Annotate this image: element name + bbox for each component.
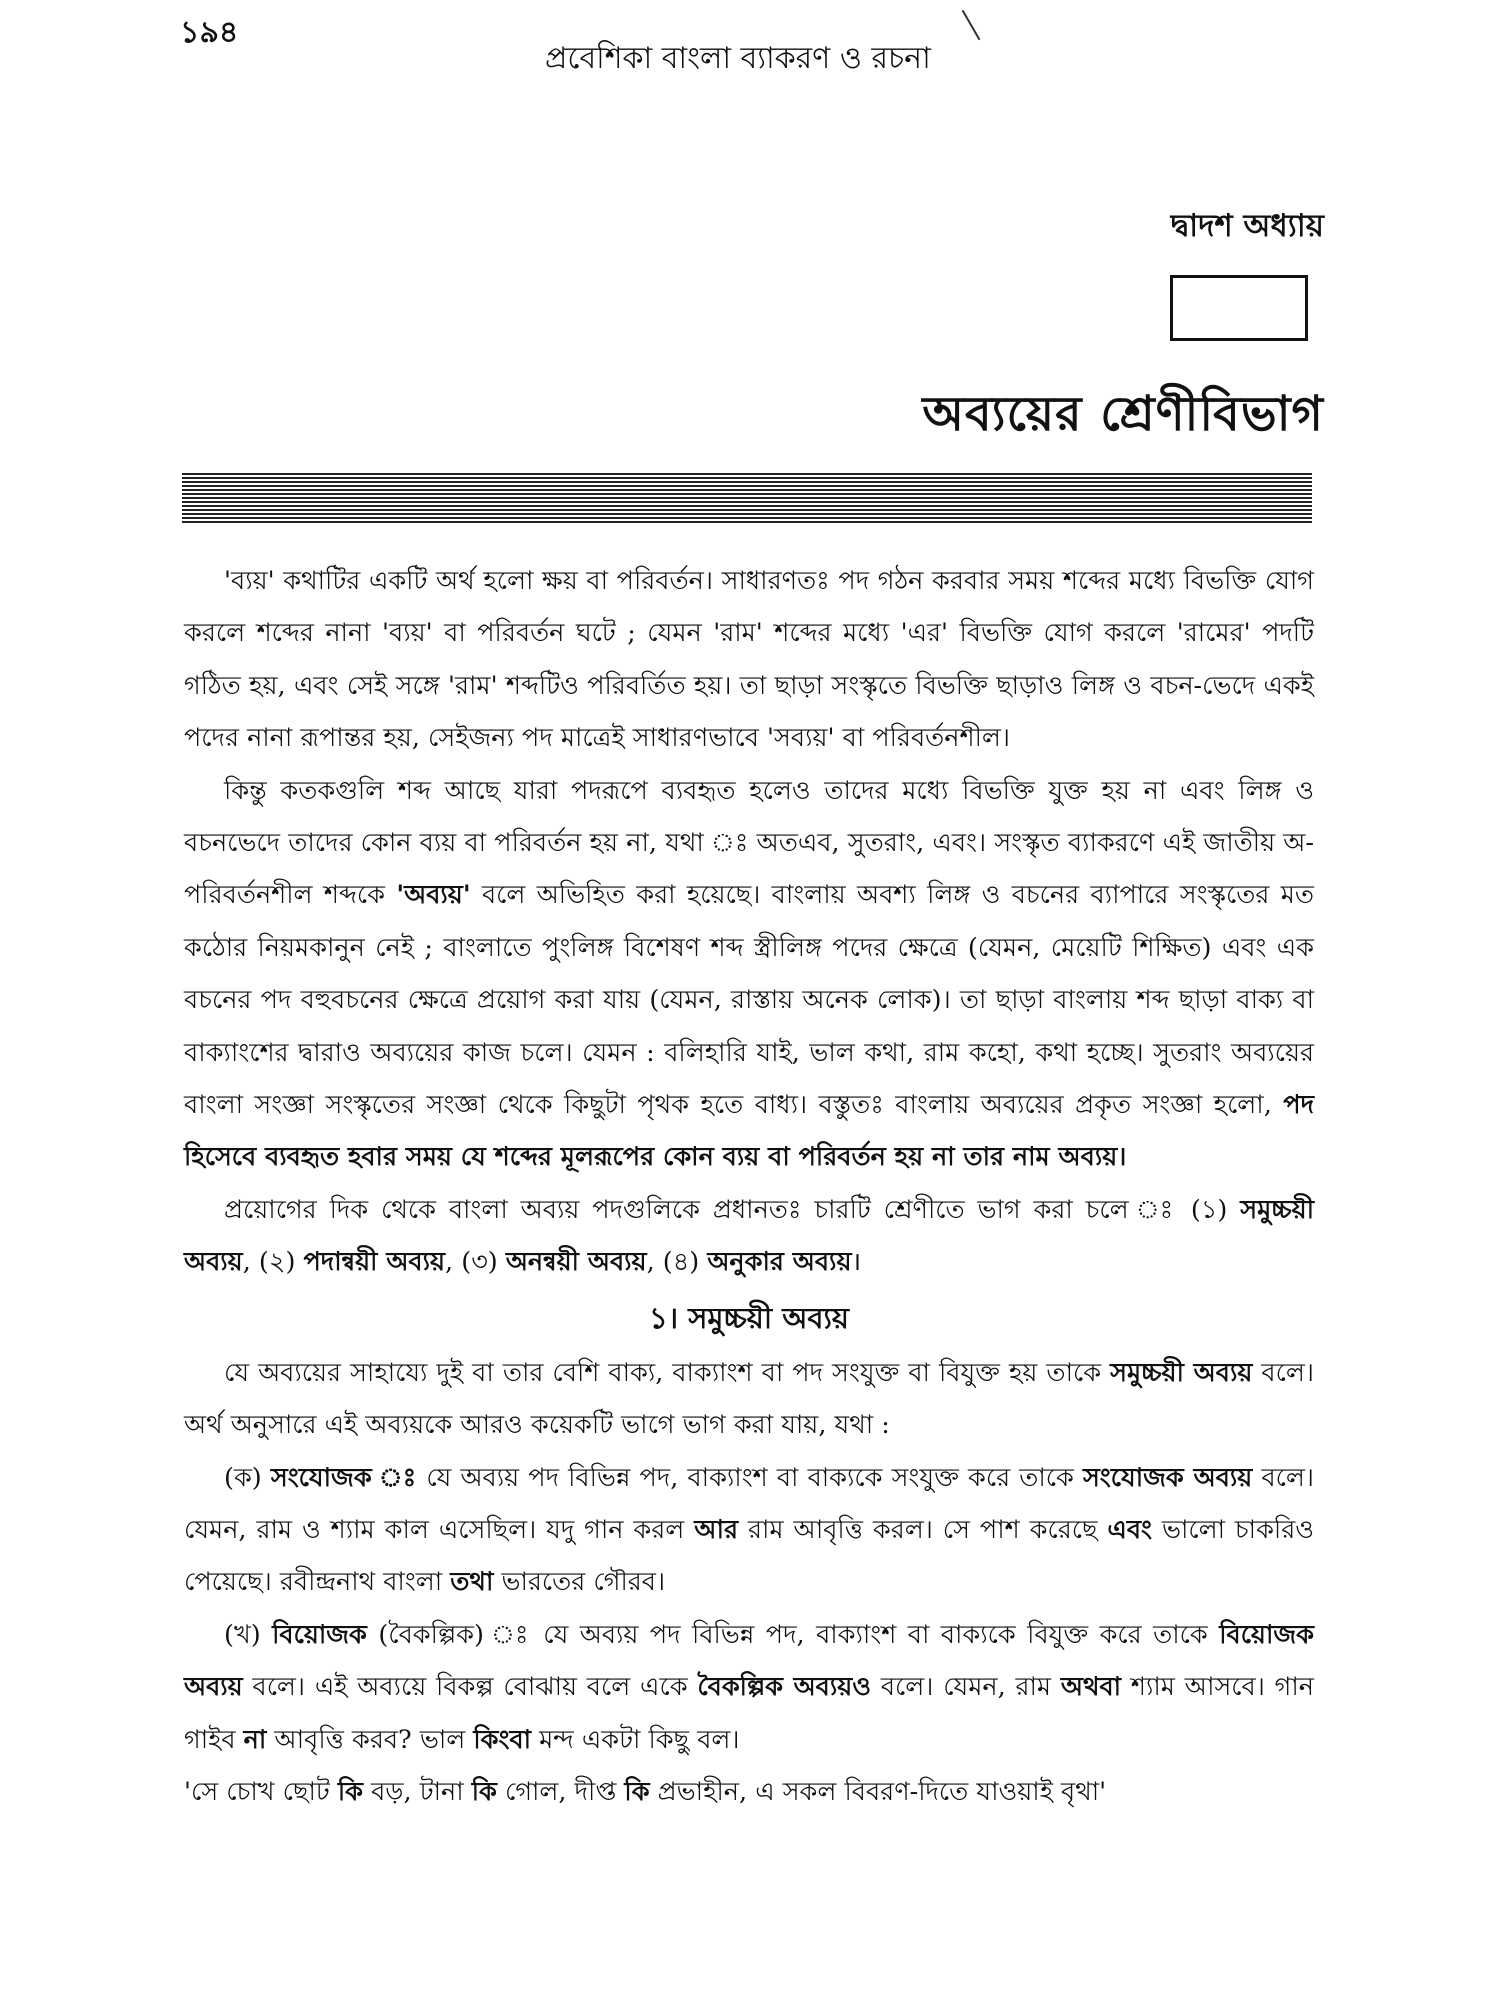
paragraph-3 (184, 1184, 1314, 1289)
p6-bold-heading: বিয়োজক (272, 1619, 367, 1650)
running-header: প্রবেশিকা বাংলা ব্যাকরণ ও রচনা (545, 41, 931, 76)
p7-bold-ki-2: কি (471, 1776, 497, 1807)
p5-text-4: ভালো চাকরিও পেয়েছে। রবীন্দ্রনাথ বাংলা (184, 1514, 1315, 1598)
p6-bold-othoba: অথবা (1060, 1672, 1122, 1703)
p3-sep-2: , (৩) (445, 1247, 506, 1278)
p5-bold-ar: আর (694, 1514, 739, 1545)
p5-bold-totha: তথা (450, 1567, 494, 1598)
p4-text: যে অব্যয়ের সাহায্যে দুই বা তার বেশি বাক্য, বাক্যাংশ বা পদ সংযুক্ত বা বিযুক্ত হয় তাকে (224, 1357, 1111, 1388)
p6-text-5: আবৃত্তি করব? ভাল (266, 1724, 474, 1755)
p4-text-cont: বলে। অর্থ অনুসারে এই অব্যয়কে আরও কয়েকটি ভাগে ভাগ করা যায়, যথা : (184, 1357, 1314, 1441)
p7-bold-ki-3: কি (624, 1776, 650, 1807)
p5-text-3: রাম আবৃত্তি করল। সে পাশ করেছে (738, 1514, 1108, 1545)
paragraph-6 (184, 1609, 1314, 1766)
decorative-hatch-bar (182, 473, 1312, 525)
p3-term-4: অনুকার অব্যয় (707, 1247, 852, 1278)
p5-text-2: বলে। যেমন, রাম ও শ্যাম কাল এসেছিল। যদু গান করল (184, 1462, 1314, 1545)
p2-bold-term: 'অব্যয়' (396, 880, 471, 911)
p3-sep-1: , (২) (242, 1247, 304, 1278)
p3-text: প্রয়োগের দিক থেকে বাংলা অব্যয় পদগুলিকে প্রধানতঃ চারটি শ্রেণীতে ভাগ করা চলে ঃ (১) (224, 1194, 1241, 1225)
p6-bold-term-2: বৈকল্পিক অব্যয়ও (697, 1672, 872, 1703)
p3-term-1: সমুচ্চয়ী অব্যয় (184, 1194, 1314, 1278)
p2-text-cont: বলে অভিহিত করা হয়েছে। বাংলায় অবশ্য লিঙ্গ ও বচনের ব্যাপারে সংস্কৃতের মত কঠোর নিয়মকানুন নেই ; বাংলাতে পুংলিঙ্গ বিশেষণ শব্দ স্ত্রীলিঙ্গ পদের ক্ষেত্রে (যেমন, মেয়েটি শিক্ষিত) এবং এক বচনের পদ বহুবচনের ক্ষেত্রে প্রয়োগ করা যায় (যেমন, রাস্তায় অনেক লোক)। তা ছাড়া বাংলায় শব্দ ছাড়া বাক্য বা বাক্যাংশের দ্বারাও অব্যয়ের কাজ চলে। যেমন : বলিহারি যাই, ভাল কথা, রাম কহো, কথা হচ্ছে। সুতরাং অব্যয়ের বাংলা সংজ্ঞা সংস্কৃতের সংজ্ঞা থেকে কিছুটা পৃথক হতে বাধ্য। বস্তুতঃ বাংলায় অব্যয়ের প্রকৃত সংজ্ঞা হলো, (184, 880, 1315, 1121)
p2-text: কিন্তু কতকগুলি শব্দ আছে যারা পদরূপে ব্যবহৃত হলেও তাদের মধ্যে বিভক্তি যুক্ত হয় না এবং লিঙ্গ ও বচনভেদে তাদের কোন ব্যয় বা পরিবর্তন হয় না, যথা ঃ অতএব, সুতরাং, এবং। সংস্কৃত ব্যাকরণে এই জাতীয় অ-পরিবর্তনশীল শব্দকে (184, 775, 1314, 911)
paragraph-1: 'ব্যয়' কথাটির একটি অর্থ হলো ক্ষয় বা পরিবর্তন। সাধারণতঃ পদ গঠন করবার সময় শব্দের মধ্যে বিভক্তি যোগ করলে শব্দের নানা 'ব্যয়' বা পরিবর্তন ঘটে ; যেমন 'রাম' শব্দের মধ্যে 'এর' বিভক্তি যোগ করলে 'রামের' পদটি গঠিত হয়, এবং সেই সঙ্গে 'রাম' শব্দটিও পরিবর্তিত হয়। তা ছাড়া সংস্কৃতে বিভক্তি ছাড়াও লিঙ্গ ও বচন-ভেদে একই পদের নানা রূপান্তর হয়, সেইজন্য পদ মাত্রেই সাধারণভাবে 'সব্যয়' বা পরিবর্তনশীল। (184, 566, 1314, 754)
p2-bold-definition: পদ হিসেবে ব্যবহৃত হবার সময় যে শব্দের মূলরূপের কোন ব্যয় বা পরিবর্তন হয় না তার নাম অব্যয়। (184, 1090, 1314, 1173)
section-heading: ১। সমুচ্চয়ী অব্যয় (648, 1300, 850, 1335)
p4-bold-term: সমুচ্চয়ী অব্যয় (1110, 1357, 1253, 1388)
p7-text-3: গোল, দীপ্ত (496, 1776, 625, 1807)
p3-sep-3: , (৪) (646, 1247, 708, 1278)
p7-text: 'সে চোখ ছোট (184, 1776, 338, 1807)
p3-term-2: পদান্বয়ী অব্যয় (303, 1247, 446, 1278)
p6-bold-na: না (243, 1724, 267, 1755)
chapter-number-box (1170, 275, 1308, 341)
p5-bold-term: সংযোজক অব্যয় (1082, 1462, 1253, 1493)
header-pen-mark (962, 10, 981, 40)
p5-text-5: ভারতের গৌরব। (493, 1567, 666, 1598)
p6-text-6: মন্দ একটা কিছু বল। (531, 1724, 740, 1755)
p5-bold-heading: সংযোজক ঃ (270, 1462, 418, 1493)
body-text (184, 555, 1314, 1818)
chapter-label: দ্বাদশ অধ্যায় (1170, 208, 1324, 244)
paragraph-7 (184, 1766, 1314, 1818)
p6-bold-term: বিয়োজক অব্যয় (184, 1619, 1315, 1703)
p6-label: (খ) (224, 1619, 273, 1650)
p5-label: (ক) (224, 1462, 271, 1493)
p3-end: । (851, 1247, 862, 1278)
p6-text: (বৈকল্পিক) ঃ যে অব্যয় পদ বিভিন্ন পদ, বাক্যাংশ বা বাক্যকে বিযুক্ত করে তাকে (366, 1619, 1220, 1650)
p5-text: যে অব্যয় পদ বিভিন্ন পদ, বাক্যাংশ বা বাক্যকে সংযুক্ত করে তাকে (417, 1462, 1083, 1493)
p7-bold-ki-1: কি (337, 1776, 363, 1807)
p7-text-4: প্রভাহীন, এ সকল বিবরণ-দিতে যাওয়াই বৃথা' (649, 1776, 1107, 1807)
paragraph-5 (184, 1452, 1314, 1609)
p6-bold-kimba: কিংবা (473, 1724, 532, 1755)
page-number: ১৯৪ (180, 15, 239, 50)
p3-term-3: অনন্বয়ী অব্যয় (505, 1247, 647, 1278)
chapter-title: অব্যয়ের শ্রেণীবিভাগ (922, 386, 1324, 442)
p7-text-2: বড়, টানা (363, 1776, 472, 1807)
p6-text-2: বলে। এই অব্যয়ে বিকল্প বোঝায় বলে একে (242, 1672, 698, 1703)
p6-text-3: বলে। যেমন, রাম (871, 1672, 1061, 1703)
paragraph-2 (184, 765, 1314, 1184)
p6-text-4: শ্যাম আসবে। গান গাইব (184, 1672, 1314, 1755)
paragraph-4 (184, 1347, 1314, 1452)
p5-bold-ebong: এবং (1107, 1514, 1152, 1545)
